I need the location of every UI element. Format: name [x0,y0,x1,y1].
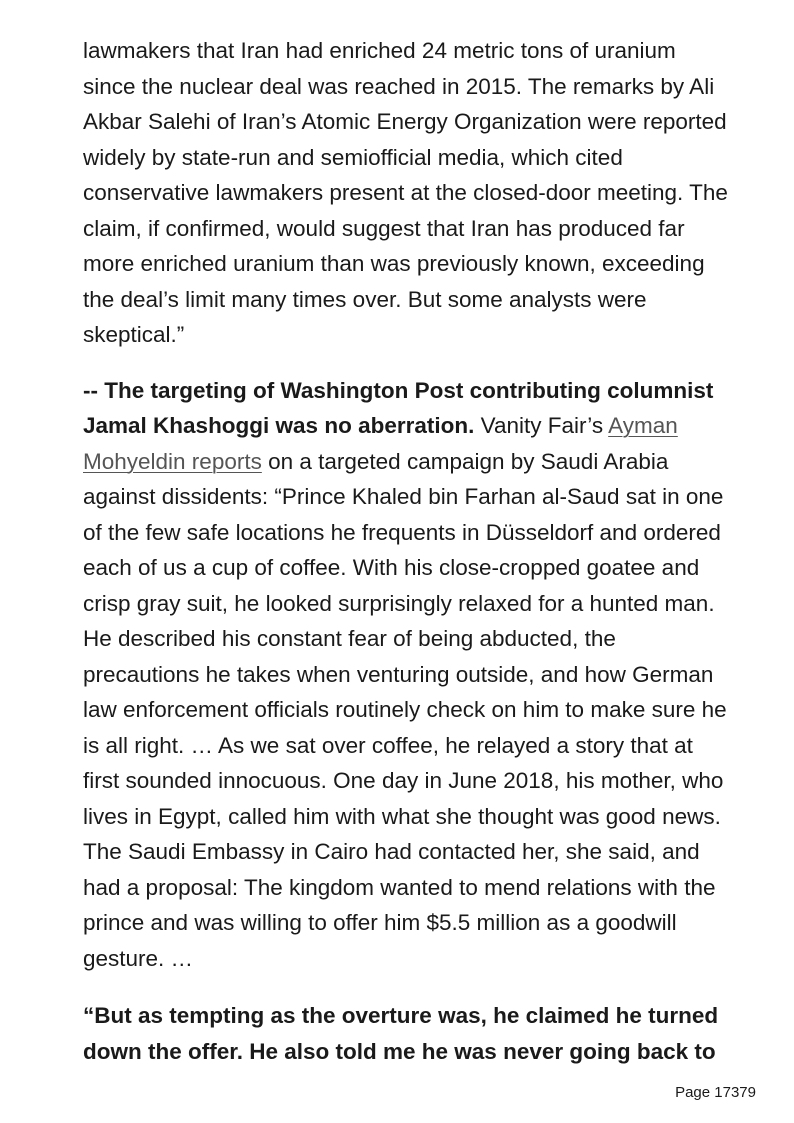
paragraph-intro: Vanity Fair’s [474,413,609,438]
article-body [83,33,733,1105]
page-number: Page 17379 [675,1084,756,1101]
paragraph-khashoggi [83,373,733,977]
paragraph-text: lawmakers that Iran had enriched 24 metric tons of uranium since the nuclear deal was reached in 2015. The remarks by Ali Akbar Salehi of Iran’s Atomic Energy Organization were reported widely by state-run and semiofficial media, which cited conservative lawmakers present at the closed-door meeting. The claim, if confirmed, would suggest that Iran has produced far more enriched uranium than was previously known, exceeding the deal’s limit many times over. But some analysts were skeptical.” [83,38,728,347]
paragraph-heading: -- The targeting of Washington Post contributing columnist Jamal Khashoggi was no aberration. [83,377,714,438]
source-link[interactable]: Ayman Mohyeldin reports [83,413,678,474]
paragraph-text: on a targeted campaign by Saudi Arabia against dissidents: “Prince Khaled bin Farhan al-Saud sat in one of the few safe locations he frequents in Düsseldorf and ordered each of us a cup of coffee. With his close-cropped goatee and crisp gray suit, he looked surprisingly relaxed for a hunted man. He described his constant fear of being abducted, the precautions he takes when venturing outside, and how German law enforcement officials routinely check on him to make sure he is all right. … As we sat over coffee, he relayed a story that at first sounded innocuous. One day in June 2018, his mother, who lives in Egypt, called him with what she thought was good news. The Saudi Embassy in Cairo had contacted her, she said, and had a proposal: The kingdom wanted to mend relations with the prince and was willing to offer him $5.5 million as a goodwill gesture. … [83,448,727,971]
paragraph-iran-uranium [83,33,733,353]
paragraph-text: “But as tempting as the overture was, he claimed he turned down the offer. He also told me he was never going back to [83,1003,719,1064]
